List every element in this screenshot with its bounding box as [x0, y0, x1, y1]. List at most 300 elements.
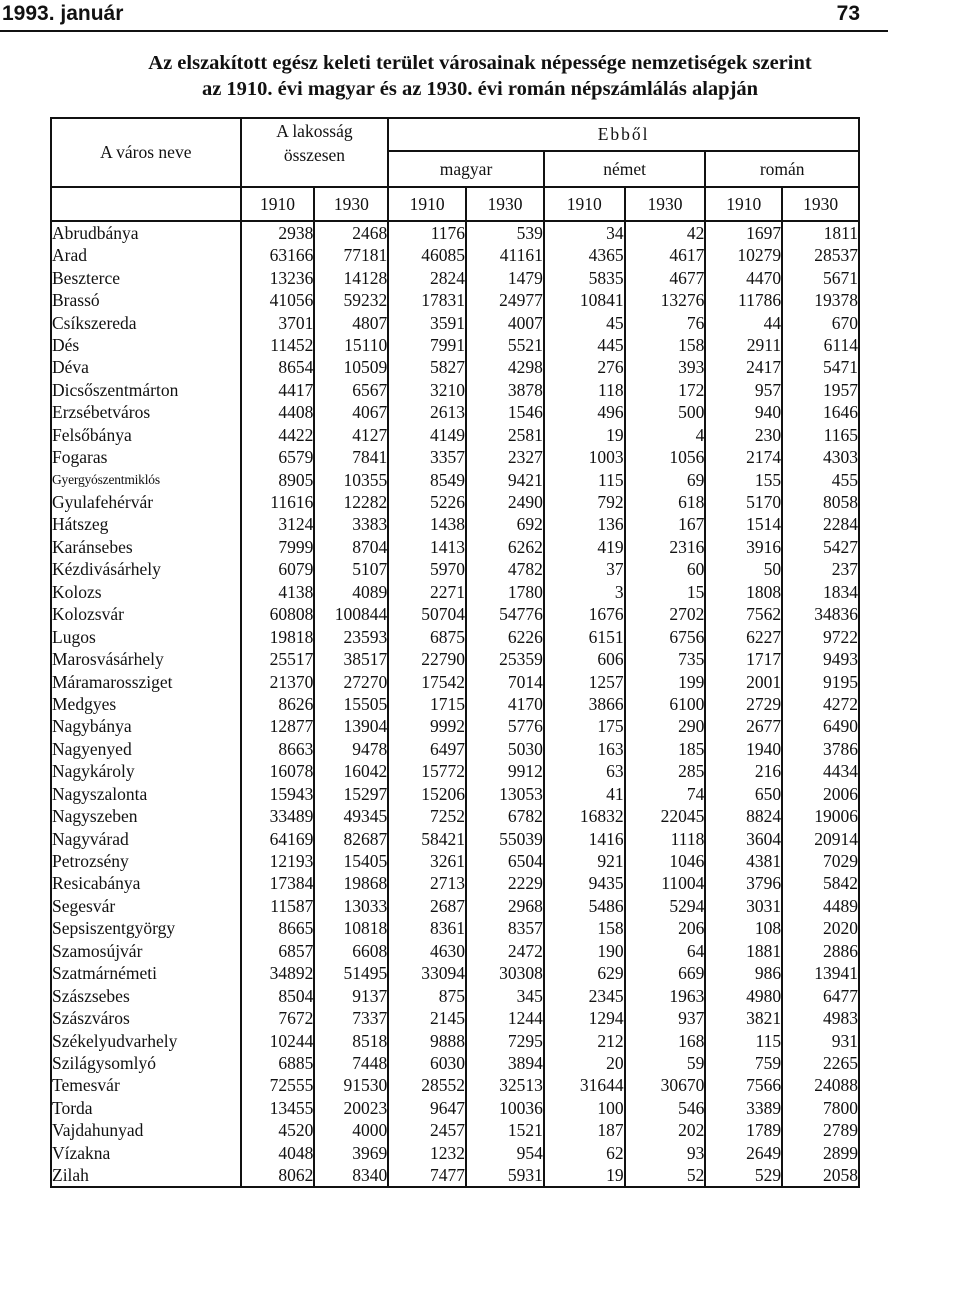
value-cell-total-1910: 6885	[241, 1052, 315, 1074]
table-row	[51, 984, 859, 1006]
value-cell-magyar-1910: 8361	[388, 917, 466, 939]
value-cell-total-1910: 13236	[241, 266, 315, 288]
value-cell-total-1930: 8518	[314, 1029, 388, 1051]
value-cell-magyar-1910: 9647	[388, 1097, 466, 1119]
value-cell-roman-1930: 2789	[782, 1119, 859, 1141]
value-cell-magyar-1930: 2490	[466, 491, 544, 513]
value-cell-nemet-1930: 15	[625, 581, 706, 603]
table-row	[51, 356, 859, 378]
table-row	[51, 625, 859, 647]
value-cell-total-1910: 8504	[241, 984, 315, 1006]
value-cell-nemet-1910: 31644	[544, 1074, 625, 1096]
value-cell-roman-1910: 2649	[705, 1142, 782, 1164]
value-cell-magyar-1910: 17831	[388, 289, 466, 311]
year-header-total-1930: 1930	[314, 187, 388, 221]
city-name-cell: Beszterce	[51, 266, 241, 288]
value-cell-roman-1930: 7029	[782, 850, 859, 872]
table-row	[51, 289, 859, 311]
value-cell-roman-1930: 3786	[782, 738, 859, 760]
value-cell-magyar-1910: 5226	[388, 491, 466, 513]
value-cell-total-1910: 8663	[241, 738, 315, 760]
value-cell-roman-1910: 2677	[705, 715, 782, 737]
total-header-line1: A lakosság	[276, 121, 353, 141]
table-row	[51, 1119, 859, 1141]
value-cell-magyar-1910: 7991	[388, 334, 466, 356]
value-cell-nemet-1930: 30670	[625, 1074, 706, 1096]
value-cell-roman-1910: 108	[705, 917, 782, 939]
value-cell-total-1910: 33489	[241, 805, 315, 827]
value-cell-magyar-1910: 1176	[388, 221, 466, 244]
value-cell-total-1910: 7999	[241, 536, 315, 558]
year-header-roman-1910: 1910	[705, 187, 782, 221]
value-cell-magyar-1910: 5970	[388, 558, 466, 580]
value-cell-nemet-1910: 158	[544, 917, 625, 939]
value-cell-roman-1910: 986	[705, 962, 782, 984]
value-cell-roman-1930: 2886	[782, 940, 859, 962]
value-cell-nemet-1930: 202	[625, 1119, 706, 1141]
table-row	[51, 693, 859, 715]
value-cell-nemet-1910: 276	[544, 356, 625, 378]
value-cell-magyar-1930: 1521	[466, 1119, 544, 1141]
value-cell-magyar-1930: 1244	[466, 1007, 544, 1029]
value-cell-magyar-1930: 25359	[466, 648, 544, 670]
value-cell-total-1910: 8062	[241, 1164, 315, 1187]
value-cell-roman-1910: 1717	[705, 648, 782, 670]
value-cell-roman-1910: 6227	[705, 625, 782, 647]
city-name-cell: Hátszeg	[51, 513, 241, 535]
value-cell-magyar-1910: 1438	[388, 513, 466, 535]
value-cell-total-1930: 5107	[314, 558, 388, 580]
value-cell-nemet-1930: 1963	[625, 984, 706, 1006]
value-cell-magyar-1930: 6262	[466, 536, 544, 558]
city-name-cell: Felsőbánya	[51, 424, 241, 446]
value-cell-magyar-1910: 17542	[388, 670, 466, 692]
city-name-cell: Szilágysomlyó	[51, 1052, 241, 1074]
value-cell-roman-1910: 155	[705, 468, 782, 490]
table-row	[51, 850, 859, 872]
value-cell-roman-1910: 1940	[705, 738, 782, 760]
value-cell-magyar-1930: 5521	[466, 334, 544, 356]
table-row	[51, 1097, 859, 1119]
total-population-header	[241, 118, 389, 187]
value-cell-magyar-1930: 2229	[466, 872, 544, 894]
city-name-cell: Dicsőszentmárton	[51, 379, 241, 401]
value-cell-roman-1910: 3031	[705, 895, 782, 917]
page-number: 73	[836, 2, 860, 25]
value-cell-nemet-1930: 167	[625, 513, 706, 535]
value-cell-total-1910: 64169	[241, 827, 315, 849]
city-name-cell: Brassó	[51, 289, 241, 311]
value-cell-nemet-1930: 93	[625, 1142, 706, 1164]
table-row	[51, 401, 859, 423]
value-cell-roman-1910: 1697	[705, 221, 782, 244]
city-column-header: A város neve	[51, 118, 241, 187]
value-cell-nemet-1930: 172	[625, 379, 706, 401]
value-cell-roman-1910: 2174	[705, 446, 782, 468]
value-cell-total-1930: 9478	[314, 738, 388, 760]
value-cell-total-1930: 15297	[314, 783, 388, 805]
value-cell-total-1910: 4422	[241, 424, 315, 446]
value-cell-magyar-1930: 1546	[466, 401, 544, 423]
value-cell-magyar-1910: 6875	[388, 625, 466, 647]
value-cell-nemet-1930: 206	[625, 917, 706, 939]
value-cell-magyar-1930: 3894	[466, 1052, 544, 1074]
value-cell-magyar-1930: 6504	[466, 850, 544, 872]
value-cell-nemet-1930: 735	[625, 648, 706, 670]
value-cell-roman-1910: 2911	[705, 334, 782, 356]
value-cell-roman-1910: 2729	[705, 693, 782, 715]
value-cell-nemet-1930: 546	[625, 1097, 706, 1119]
value-cell-nemet-1930: 59	[625, 1052, 706, 1074]
table-row	[51, 715, 859, 737]
city-name-cell: Székelyudvarhely	[51, 1029, 241, 1051]
value-cell-magyar-1910: 3357	[388, 446, 466, 468]
value-cell-magyar-1930: 7014	[466, 670, 544, 692]
city-name-cell: Nagybánya	[51, 715, 241, 737]
value-cell-roman-1930: 20914	[782, 827, 859, 849]
value-cell-total-1930: 23593	[314, 625, 388, 647]
value-cell-total-1910: 12193	[241, 850, 315, 872]
value-cell-magyar-1930: 1780	[466, 581, 544, 603]
value-cell-roman-1910: 10279	[705, 244, 782, 266]
value-cell-roman-1910: 2001	[705, 670, 782, 692]
table-row	[51, 738, 859, 760]
value-cell-nemet-1910: 5486	[544, 895, 625, 917]
value-cell-total-1910: 16078	[241, 760, 315, 782]
table-row	[51, 513, 859, 535]
value-cell-magyar-1910: 15206	[388, 783, 466, 805]
value-cell-roman-1910: 1881	[705, 940, 782, 962]
value-cell-total-1930: 3383	[314, 513, 388, 535]
value-cell-roman-1930: 2006	[782, 783, 859, 805]
value-cell-total-1930: 6608	[314, 940, 388, 962]
value-cell-nemet-1930: 69	[625, 468, 706, 490]
value-cell-nemet-1930: 1046	[625, 850, 706, 872]
table-row	[51, 468, 859, 490]
value-cell-nemet-1910: 20	[544, 1052, 625, 1074]
value-cell-total-1910: 11587	[241, 895, 315, 917]
value-cell-nemet-1930: 158	[625, 334, 706, 356]
value-cell-nemet-1910: 115	[544, 468, 625, 490]
value-cell-roman-1930: 19378	[782, 289, 859, 311]
value-cell-roman-1910: 216	[705, 760, 782, 782]
value-cell-nemet-1930: 6100	[625, 693, 706, 715]
value-cell-total-1930: 4807	[314, 311, 388, 333]
table-row	[51, 1142, 859, 1164]
value-cell-total-1930: 9137	[314, 984, 388, 1006]
value-cell-roman-1930: 1834	[782, 581, 859, 603]
value-cell-total-1910: 4138	[241, 581, 315, 603]
value-cell-total-1910: 8626	[241, 693, 315, 715]
total-header-line2: összesen	[283, 145, 346, 165]
value-cell-total-1910: 4408	[241, 401, 315, 423]
value-cell-nemet-1910: 34	[544, 221, 625, 244]
value-cell-total-1930: 15505	[314, 693, 388, 715]
value-cell-total-1930: 8340	[314, 1164, 388, 1187]
value-cell-magyar-1930: 5776	[466, 715, 544, 737]
value-cell-total-1930: 4067	[314, 401, 388, 423]
value-cell-total-1930: 15405	[314, 850, 388, 872]
value-cell-magyar-1910: 3261	[388, 850, 466, 872]
table-row	[51, 1052, 859, 1074]
value-cell-magyar-1910: 7252	[388, 805, 466, 827]
value-cell-magyar-1930: 9421	[466, 468, 544, 490]
value-cell-magyar-1930: 2472	[466, 940, 544, 962]
table-row	[51, 917, 859, 939]
value-cell-total-1910: 2938	[241, 221, 315, 244]
value-cell-total-1930: 3969	[314, 1142, 388, 1164]
table-row	[51, 581, 859, 603]
table-row	[51, 827, 859, 849]
value-cell-roman-1910: 1514	[705, 513, 782, 535]
value-cell-total-1910: 34892	[241, 962, 315, 984]
table-row	[51, 1074, 859, 1096]
city-name-cell: Gyulafehérvár	[51, 491, 241, 513]
value-cell-magyar-1930: 6226	[466, 625, 544, 647]
value-cell-roman-1910: 759	[705, 1052, 782, 1074]
value-cell-total-1910: 72555	[241, 1074, 315, 1096]
title-line-2: az 1910. évi magyar és az 1930. évi román népszámlálás alapján	[201, 78, 759, 100]
value-cell-total-1930: 13904	[314, 715, 388, 737]
table-row	[51, 1029, 859, 1051]
value-cell-magyar-1930: 4782	[466, 558, 544, 580]
value-cell-roman-1930: 4983	[782, 1007, 859, 1029]
table-row	[51, 670, 859, 692]
value-cell-total-1910: 19818	[241, 625, 315, 647]
city-name-cell: Szászváros	[51, 1007, 241, 1029]
value-cell-nemet-1910: 41	[544, 783, 625, 805]
value-cell-roman-1930: 2899	[782, 1142, 859, 1164]
value-cell-nemet-1910: 175	[544, 715, 625, 737]
value-cell-magyar-1930: 8357	[466, 917, 544, 939]
value-cell-total-1910: 8905	[241, 468, 315, 490]
table-row	[51, 895, 859, 917]
value-cell-magyar-1930: 2327	[466, 446, 544, 468]
value-cell-magyar-1930: 24977	[466, 289, 544, 311]
value-cell-roman-1910: 230	[705, 424, 782, 446]
value-cell-nemet-1930: 76	[625, 311, 706, 333]
value-cell-total-1910: 8654	[241, 356, 315, 378]
value-cell-total-1930: 51495	[314, 962, 388, 984]
value-cell-nemet-1910: 1676	[544, 603, 625, 625]
value-cell-total-1930: 82687	[314, 827, 388, 849]
value-cell-roman-1930: 5471	[782, 356, 859, 378]
table-row	[51, 491, 859, 513]
table-row	[51, 962, 859, 984]
value-cell-nemet-1930: 52	[625, 1164, 706, 1187]
value-cell-total-1930: 6567	[314, 379, 388, 401]
value-cell-magyar-1910: 58421	[388, 827, 466, 849]
value-cell-total-1910: 63166	[241, 244, 315, 266]
table-row	[51, 266, 859, 288]
city-name-cell: Nagykároly	[51, 760, 241, 782]
value-cell-nemet-1910: 62	[544, 1142, 625, 1164]
value-cell-magyar-1910: 2687	[388, 895, 466, 917]
value-cell-total-1910: 41056	[241, 289, 315, 311]
value-cell-nemet-1930: 2702	[625, 603, 706, 625]
value-cell-nemet-1910: 921	[544, 850, 625, 872]
table-row	[51, 221, 859, 244]
value-cell-roman-1930: 5671	[782, 266, 859, 288]
value-cell-magyar-1910: 3591	[388, 311, 466, 333]
table-row	[51, 334, 859, 356]
value-cell-nemet-1930: 4677	[625, 266, 706, 288]
value-cell-total-1910: 6079	[241, 558, 315, 580]
value-cell-magyar-1930: 5030	[466, 738, 544, 760]
value-cell-nemet-1910: 606	[544, 648, 625, 670]
value-cell-nemet-1910: 6151	[544, 625, 625, 647]
city-name-cell: Dés	[51, 334, 241, 356]
value-cell-roman-1930: 9195	[782, 670, 859, 692]
value-cell-magyar-1910: 9888	[388, 1029, 466, 1051]
value-cell-roman-1930: 2020	[782, 917, 859, 939]
value-cell-magyar-1930: 2581	[466, 424, 544, 446]
value-cell-magyar-1930: 55039	[466, 827, 544, 849]
value-cell-total-1910: 3701	[241, 311, 315, 333]
value-cell-total-1910: 4520	[241, 1119, 315, 1141]
value-cell-nemet-1910: 629	[544, 962, 625, 984]
value-cell-nemet-1910: 3866	[544, 693, 625, 715]
city-name-cell: Medgyes	[51, 693, 241, 715]
value-cell-magyar-1930: 2968	[466, 895, 544, 917]
value-cell-roman-1930: 5842	[782, 872, 859, 894]
value-cell-roman-1910: 1789	[705, 1119, 782, 1141]
value-cell-roman-1910: 650	[705, 783, 782, 805]
value-cell-nemet-1930: 64	[625, 940, 706, 962]
value-cell-nemet-1910: 5835	[544, 266, 625, 288]
value-cell-magyar-1910: 1232	[388, 1142, 466, 1164]
city-name-cell: Erzsébetváros	[51, 401, 241, 423]
value-cell-total-1930: 8704	[314, 536, 388, 558]
value-cell-total-1930: 38517	[314, 648, 388, 670]
value-cell-nemet-1910: 1003	[544, 446, 625, 468]
value-cell-magyar-1910: 2613	[388, 401, 466, 423]
city-name-cell: Abrudbánya	[51, 221, 241, 244]
value-cell-magyar-1930: 10036	[466, 1097, 544, 1119]
value-cell-magyar-1910: 46085	[388, 244, 466, 266]
header-date: 1993. január	[2, 2, 124, 25]
value-cell-magyar-1910: 50704	[388, 603, 466, 625]
value-cell-magyar-1910: 3210	[388, 379, 466, 401]
value-cell-total-1910: 11452	[241, 334, 315, 356]
city-name-cell: Szamosújvár	[51, 940, 241, 962]
value-cell-nemet-1910: 3	[544, 581, 625, 603]
value-cell-nemet-1910: 187	[544, 1119, 625, 1141]
value-cell-magyar-1930: 30308	[466, 962, 544, 984]
city-header-spacer	[51, 187, 241, 221]
value-cell-total-1910: 8665	[241, 917, 315, 939]
value-cell-magyar-1930: 345	[466, 984, 544, 1006]
value-cell-roman-1910: 11786	[705, 289, 782, 311]
value-cell-magyar-1910: 28552	[388, 1074, 466, 1096]
value-cell-magyar-1910: 2457	[388, 1119, 466, 1141]
value-cell-roman-1930: 4434	[782, 760, 859, 782]
city-name-cell: Gyergyószentmiklós	[51, 468, 241, 490]
value-cell-nemet-1930: 1056	[625, 446, 706, 468]
year-header-nemet-1910: 1910	[544, 187, 625, 221]
value-cell-roman-1930: 6477	[782, 984, 859, 1006]
value-cell-nemet-1910: 445	[544, 334, 625, 356]
value-cell-roman-1930: 24088	[782, 1074, 859, 1096]
value-cell-roman-1930: 1646	[782, 401, 859, 423]
value-cell-magyar-1930: 1479	[466, 266, 544, 288]
value-cell-total-1930: 59232	[314, 289, 388, 311]
value-cell-roman-1930: 28537	[782, 244, 859, 266]
table-row	[51, 648, 859, 670]
value-cell-total-1930: 100844	[314, 603, 388, 625]
value-cell-magyar-1930: 9912	[466, 760, 544, 782]
value-cell-roman-1910: 115	[705, 1029, 782, 1051]
value-cell-roman-1910: 940	[705, 401, 782, 423]
value-cell-total-1910: 15943	[241, 783, 315, 805]
value-cell-magyar-1910: 8549	[388, 468, 466, 490]
value-cell-nemet-1910: 212	[544, 1029, 625, 1051]
value-cell-magyar-1910: 2824	[388, 266, 466, 288]
value-cell-roman-1910: 2417	[705, 356, 782, 378]
value-cell-magyar-1910: 9992	[388, 715, 466, 737]
value-cell-nemet-1930: 1118	[625, 827, 706, 849]
value-cell-magyar-1910: 5827	[388, 356, 466, 378]
city-name-cell: Vízakna	[51, 1142, 241, 1164]
population-table	[50, 117, 860, 1188]
group-header-magyar: magyar	[388, 151, 544, 187]
value-cell-total-1930: 4089	[314, 581, 388, 603]
value-cell-magyar-1930: 7295	[466, 1029, 544, 1051]
city-name-cell: Kolozs	[51, 581, 241, 603]
value-cell-total-1910: 7672	[241, 1007, 315, 1029]
ebbol-header: Ebből	[388, 118, 859, 151]
value-cell-nemet-1930: 42	[625, 221, 706, 244]
value-cell-total-1930: 2468	[314, 221, 388, 244]
value-cell-roman-1930: 4272	[782, 693, 859, 715]
value-cell-nemet-1910: 37	[544, 558, 625, 580]
value-cell-magyar-1910: 1715	[388, 693, 466, 715]
value-cell-total-1930: 4127	[314, 424, 388, 446]
value-cell-magyar-1930: 539	[466, 221, 544, 244]
value-cell-total-1930: 19868	[314, 872, 388, 894]
year-header-magyar-1910: 1910	[388, 187, 466, 221]
value-cell-magyar-1910: 1413	[388, 536, 466, 558]
city-name-cell: Temesvár	[51, 1074, 241, 1096]
value-cell-magyar-1910: 7477	[388, 1164, 466, 1187]
value-cell-total-1930: 91530	[314, 1074, 388, 1096]
value-cell-nemet-1930: 6756	[625, 625, 706, 647]
table-row	[51, 1164, 859, 1187]
value-cell-roman-1930: 5427	[782, 536, 859, 558]
table-body	[51, 221, 859, 1187]
table-row	[51, 424, 859, 446]
value-cell-roman-1930: 8058	[782, 491, 859, 513]
value-cell-magyar-1910: 2271	[388, 581, 466, 603]
value-cell-nemet-1930: 937	[625, 1007, 706, 1029]
value-cell-nemet-1910: 2345	[544, 984, 625, 1006]
table-row	[51, 558, 859, 580]
value-cell-roman-1930: 455	[782, 468, 859, 490]
value-cell-roman-1930: 1957	[782, 379, 859, 401]
city-name-cell: Szatmárnémeti	[51, 962, 241, 984]
value-cell-nemet-1910: 16832	[544, 805, 625, 827]
value-cell-roman-1930: 1165	[782, 424, 859, 446]
value-cell-nemet-1930: 199	[625, 670, 706, 692]
value-cell-magyar-1910: 2145	[388, 1007, 466, 1029]
value-cell-total-1910: 21370	[241, 670, 315, 692]
table-row	[51, 244, 859, 266]
value-cell-nemet-1910: 496	[544, 401, 625, 423]
year-header-magyar-1930: 1930	[466, 187, 544, 221]
value-cell-roman-1930: 2058	[782, 1164, 859, 1187]
value-cell-nemet-1930: 2316	[625, 536, 706, 558]
page-header	[0, 0, 888, 32]
